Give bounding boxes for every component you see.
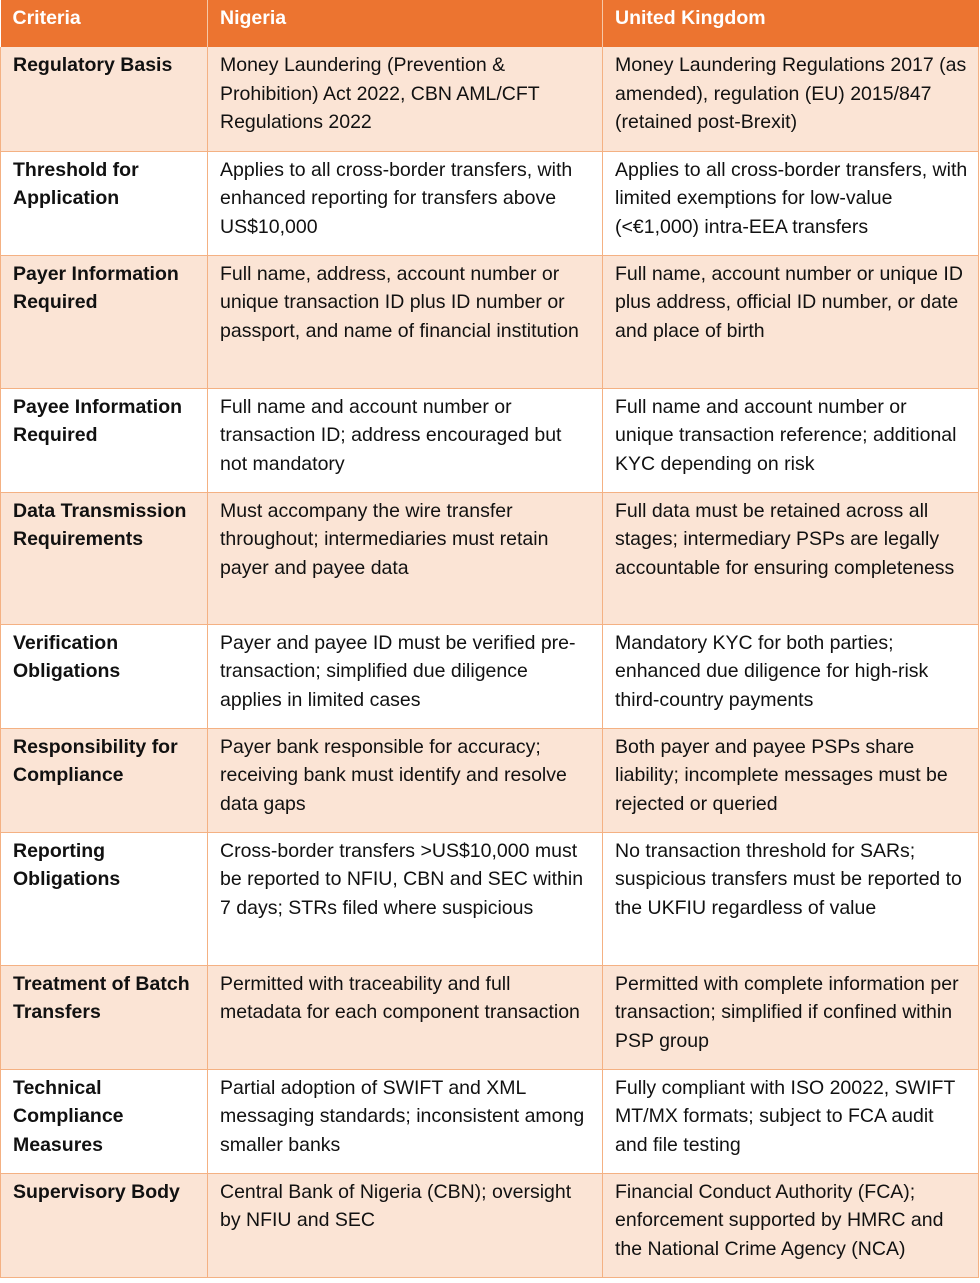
nigeria-cell: Payer bank responsible for accuracy; receiving bank must identify and resolve data gaps (208, 728, 603, 832)
nigeria-cell: Full name, address, account number or unique transaction ID plus ID number or passport, and name of financial institution (208, 255, 603, 388)
uk-cell: Full name, account number or unique ID plus address, official ID number, or date and place of birth (603, 255, 979, 388)
criteria-cell: Payee Information Required (1, 388, 208, 492)
criteria-cell: Verification Obligations (1, 624, 208, 728)
criteria-cell: Responsibility for Compliance (1, 728, 208, 832)
table-row (1, 151, 979, 255)
table-row (1, 1173, 979, 1277)
nigeria-cell: Cross-border transfers >US$10,000 must be reported to NFIU, CBN and SEC within 7 days; STRs filed where suspicious (208, 832, 603, 965)
uk-cell: Permitted with complete information per transaction; simplified if confined within PSP group (603, 965, 979, 1069)
criteria-cell: Regulatory Basis (1, 47, 208, 151)
table-row (1, 47, 979, 151)
table-row (1, 728, 979, 832)
header-criteria: Criteria (1, 0, 208, 47)
uk-cell: Full data must be retained across all stages; intermediary PSPs are legally accountable for ensuring completeness (603, 492, 979, 624)
header-row (1, 0, 979, 47)
table-body (1, 47, 979, 1277)
nigeria-cell: Partial adoption of SWIFT and XML messaging standards; inconsistent among smaller banks (208, 1069, 603, 1173)
criteria-cell: Threshold for Application (1, 151, 208, 255)
criteria-cell: Treatment of Batch Transfers (1, 965, 208, 1069)
nigeria-cell: Must accompany the wire transfer throughout; intermediaries must retain payer and payee data (208, 492, 603, 624)
criteria-cell: Supervisory Body (1, 1173, 208, 1277)
uk-cell: Money Laundering Regulations 2017 (as amended), regulation (EU) 2015/847 (retained post-Brexit) (603, 47, 979, 151)
table-row (1, 492, 979, 624)
criteria-cell: Reporting Obligations (1, 832, 208, 965)
uk-cell: Fully compliant with ISO 20022, SWIFT MT/MX formats; subject to FCA audit and file testing (603, 1069, 979, 1173)
uk-cell: No transaction threshold for SARs; suspicious transfers must be reported to the UKFIU regardless of value (603, 832, 979, 965)
uk-cell: Mandatory KYC for both parties; enhanced due diligence for high-risk third-country payments (603, 624, 979, 728)
nigeria-cell: Money Laundering (Prevention & Prohibition) Act 2022, CBN AML/CFT Regulations 2022 (208, 47, 603, 151)
criteria-cell: Payer Information Required (1, 255, 208, 388)
uk-cell: Both payer and payee PSPs share liability; incomplete messages must be rejected or queried (603, 728, 979, 832)
nigeria-cell: Payer and payee ID must be verified pre-transaction; simplified due diligence applies in limited cases (208, 624, 603, 728)
table-row (1, 965, 979, 1069)
uk-cell: Full name and account number or unique transaction reference; additional KYC depending on risk (603, 388, 979, 492)
criteria-cell: Data Transmission Requirements (1, 492, 208, 624)
criteria-cell: Technical Compliance Measures (1, 1069, 208, 1173)
header-nigeria: Nigeria (208, 0, 603, 47)
table-row (1, 255, 979, 388)
nigeria-cell: Full name and account number or transaction ID; address encouraged but not mandatory (208, 388, 603, 492)
nigeria-cell: Central Bank of Nigeria (CBN); oversight by NFIU and SEC (208, 1173, 603, 1277)
nigeria-cell: Permitted with traceability and full metadata for each component transaction (208, 965, 603, 1069)
table-row (1, 624, 979, 728)
nigeria-cell: Applies to all cross-border transfers, with enhanced reporting for transfers above US$10,000 (208, 151, 603, 255)
table-header (1, 0, 979, 47)
table-row (1, 388, 979, 492)
uk-cell: Applies to all cross-border transfers, with limited exemptions for low-value (<€1,000) intra-EEA transfers (603, 151, 979, 255)
table-row (1, 1069, 979, 1173)
table-row (1, 832, 979, 965)
header-united-kingdom: United Kingdom (603, 0, 979, 47)
uk-cell: Financial Conduct Authority (FCA); enforcement supported by HMRC and the National Crime Agency (NCA) (603, 1173, 979, 1277)
